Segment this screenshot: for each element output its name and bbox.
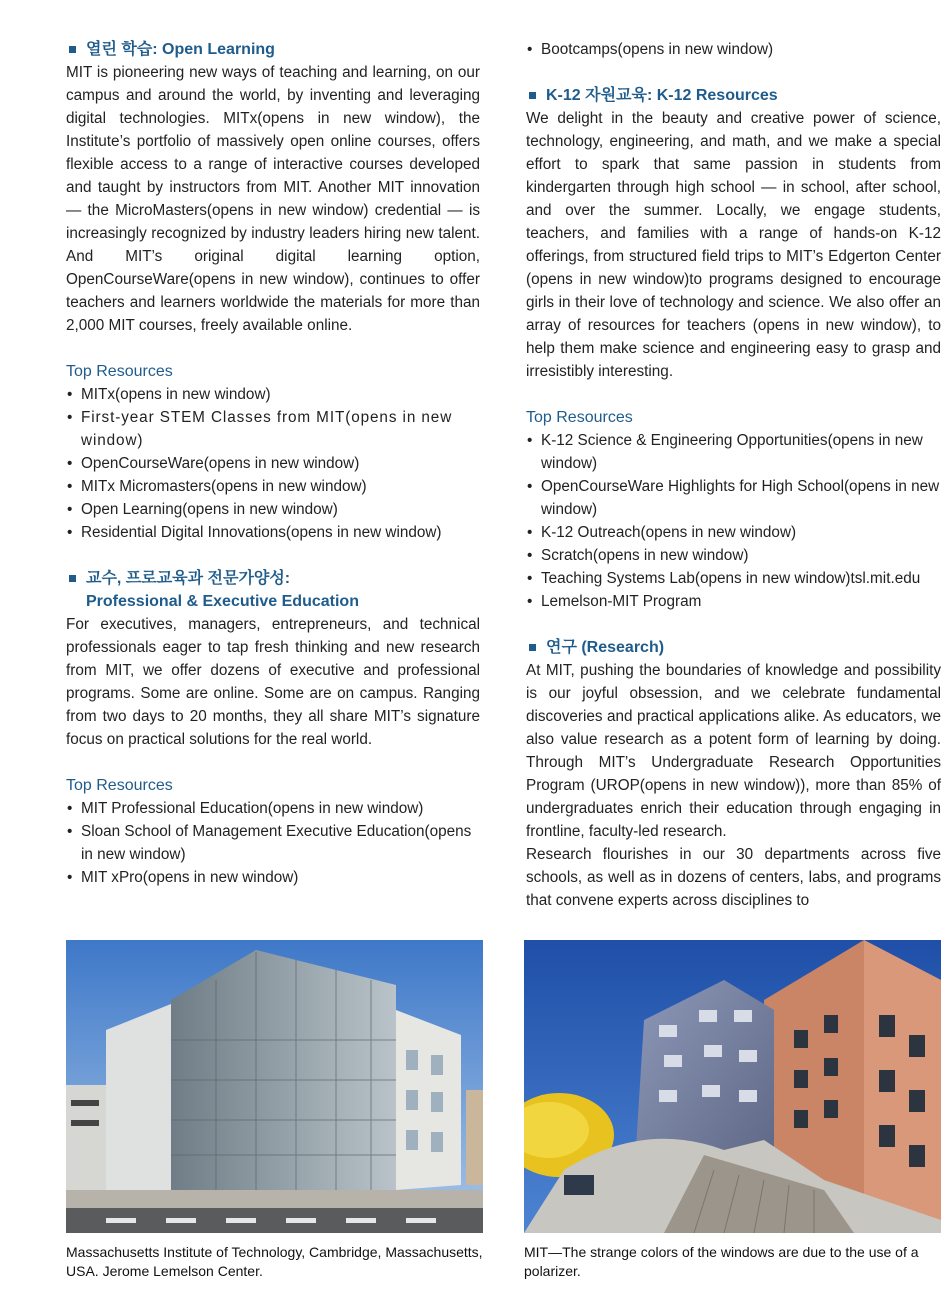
top-resources-label: Top Resources	[66, 777, 173, 794]
resource-link-stem-classes[interactable]: • First-year STEM Classes from MIT(opens in new window)	[66, 406, 480, 452]
left-column	[66, 38, 480, 916]
continued-resources-list	[526, 38, 941, 61]
photo-caption-right: MIT—The strange colors of the windows are due to the use of a polarizer.	[524, 1244, 919, 1279]
square-bullet-icon	[529, 92, 536, 99]
top-resources-label: Top Resources	[66, 363, 173, 380]
square-bullet-icon	[69, 46, 76, 53]
k12-resources-list	[526, 429, 941, 613]
professional-paragraph: For executives, managers, entrepreneurs, and technical professionals eager to tap fresh thinking and new research from MIT, we offer dozens of executive and professional programs. Some are online. Some are on campus. Ranging from two days to 20 months, they all share MIT’s signature focus on practical solutions for the real world.	[66, 616, 480, 748]
resource-link-xpro[interactable]: • MIT xPro(opens in new window)	[66, 866, 480, 889]
open-learning-resources-list	[66, 383, 480, 544]
open-learning-paragraph: MIT is pioneering new ways of teaching and learning, on our campus and around the world, by inventing and leveraging digital technologies. MITx(opens in new window), the Institute’s portfolio of massively open online courses, offers flexible access to a range of interactive courses developed and taught by instructors from MIT. Another MIT innovation — the MicroMasters(opens in new window) credential — is increasingly recognized by industry leaders hiring new talent. And MIT’s original digital learning option, OpenCourseWare(opens in new window), continues to offer teachers and learners worldwide the materials for more than 2,000 MIT courses, freely available online.	[66, 64, 480, 334]
right-column	[526, 38, 941, 916]
professional-resources-list	[66, 797, 480, 889]
resource-link-opencourseware[interactable]: • OpenCourseWare(opens in new window)	[66, 452, 480, 475]
section-heading-open-learning: 열린 학습: Open Learning	[66, 38, 480, 61]
resource-link-k12-outreach[interactable]: • K-12 Outreach(opens in new window)	[526, 521, 941, 544]
resource-link-scratch[interactable]: • Scratch(opens in new window)	[526, 544, 941, 567]
top-resources-label: Top Resources	[526, 409, 633, 426]
resource-link-mitx[interactable]: • MITx(opens in new window)	[66, 383, 480, 406]
resource-link-ocw-highlights[interactable]: • OpenCourseWare Highlights for High School(opens in new window)	[526, 475, 941, 521]
resource-link-residential-digital[interactable]: • Residential Digital Innovations(opens in new window)	[66, 521, 480, 544]
resource-link-teaching-systems-lab[interactable]: • Teaching Systems Lab(opens in new window)tsl.mit.edu	[526, 567, 941, 590]
resource-link-bootcamps[interactable]: • Bootcamps(opens in new window)	[526, 38, 941, 61]
square-bullet-icon	[529, 644, 536, 651]
section-heading-k12: K-12 자원교육: K-12 Resources	[526, 84, 941, 107]
resource-link-micromasters[interactable]: • MITx Micromasters(opens in new window)	[66, 475, 480, 498]
research-paragraph-1: At MIT, pushing the boundaries of knowledge and possibility is our joyful obsession, and we celebrate fundamental discoveries and practical applications alike. As educators, we also value research as a potent form of learning by doing. Through MIT’s Undergraduate Research Opportunities Program (UROP(opens in new window)), more than 85% of undergraduates enrich their education through engaging in frontline, faculty-led research.	[526, 662, 941, 840]
square-bullet-icon	[69, 575, 76, 582]
resource-link-lemelson-mit[interactable]: • Lemelson-MIT Program	[526, 590, 941, 613]
resource-link-sloan-executive[interactable]: • Sloan School of Management Executive Education(opens in new window)	[66, 820, 480, 866]
photo-caption-left: Massachusetts Institute of Technology, Cambridge, Massachusetts, USA. Jerome Lemelson Center.	[66, 1244, 483, 1279]
research-paragraph-2: Research flourishes in our 30 departments across five schools, as well as in dozens of centers, labs, and programs that convene experts across disciplines to	[526, 846, 941, 909]
resource-link-professional-education[interactable]: • MIT Professional Education(opens in new window)	[66, 797, 480, 820]
section-heading-research: 연구 (Research)	[526, 636, 941, 659]
k12-paragraph: We delight in the beauty and creative power of science, technology, engineering, and math, and we make a special effort to spark that same passion in students from kindergarten through high school — in school, after school, and over the summer. Locally, we engage students, teachers, and families with a range of hands-on K-12 offerings, from structured field trips to MIT’s Edgerton Center (opens in new window)to programs designed to encourage girls in their love of technology and science. We also offer an array of resources for teachers (opens in new window), to help them make science and engineering easy to grasp and irresistibly interesting.	[526, 110, 941, 380]
lemelson-center-photo	[66, 940, 483, 1233]
resource-link-k12-opportunities[interactable]: • K-12 Science & Engineering Opportunities(opens in new window)	[526, 429, 941, 475]
stata-center-photo	[524, 940, 941, 1233]
resource-link-open-learning[interactable]: • Open Learning(opens in new window)	[66, 498, 480, 521]
section-heading-professional: 교수, 프로교육과 전문가양성: Professional & Executive Education	[66, 567, 480, 613]
